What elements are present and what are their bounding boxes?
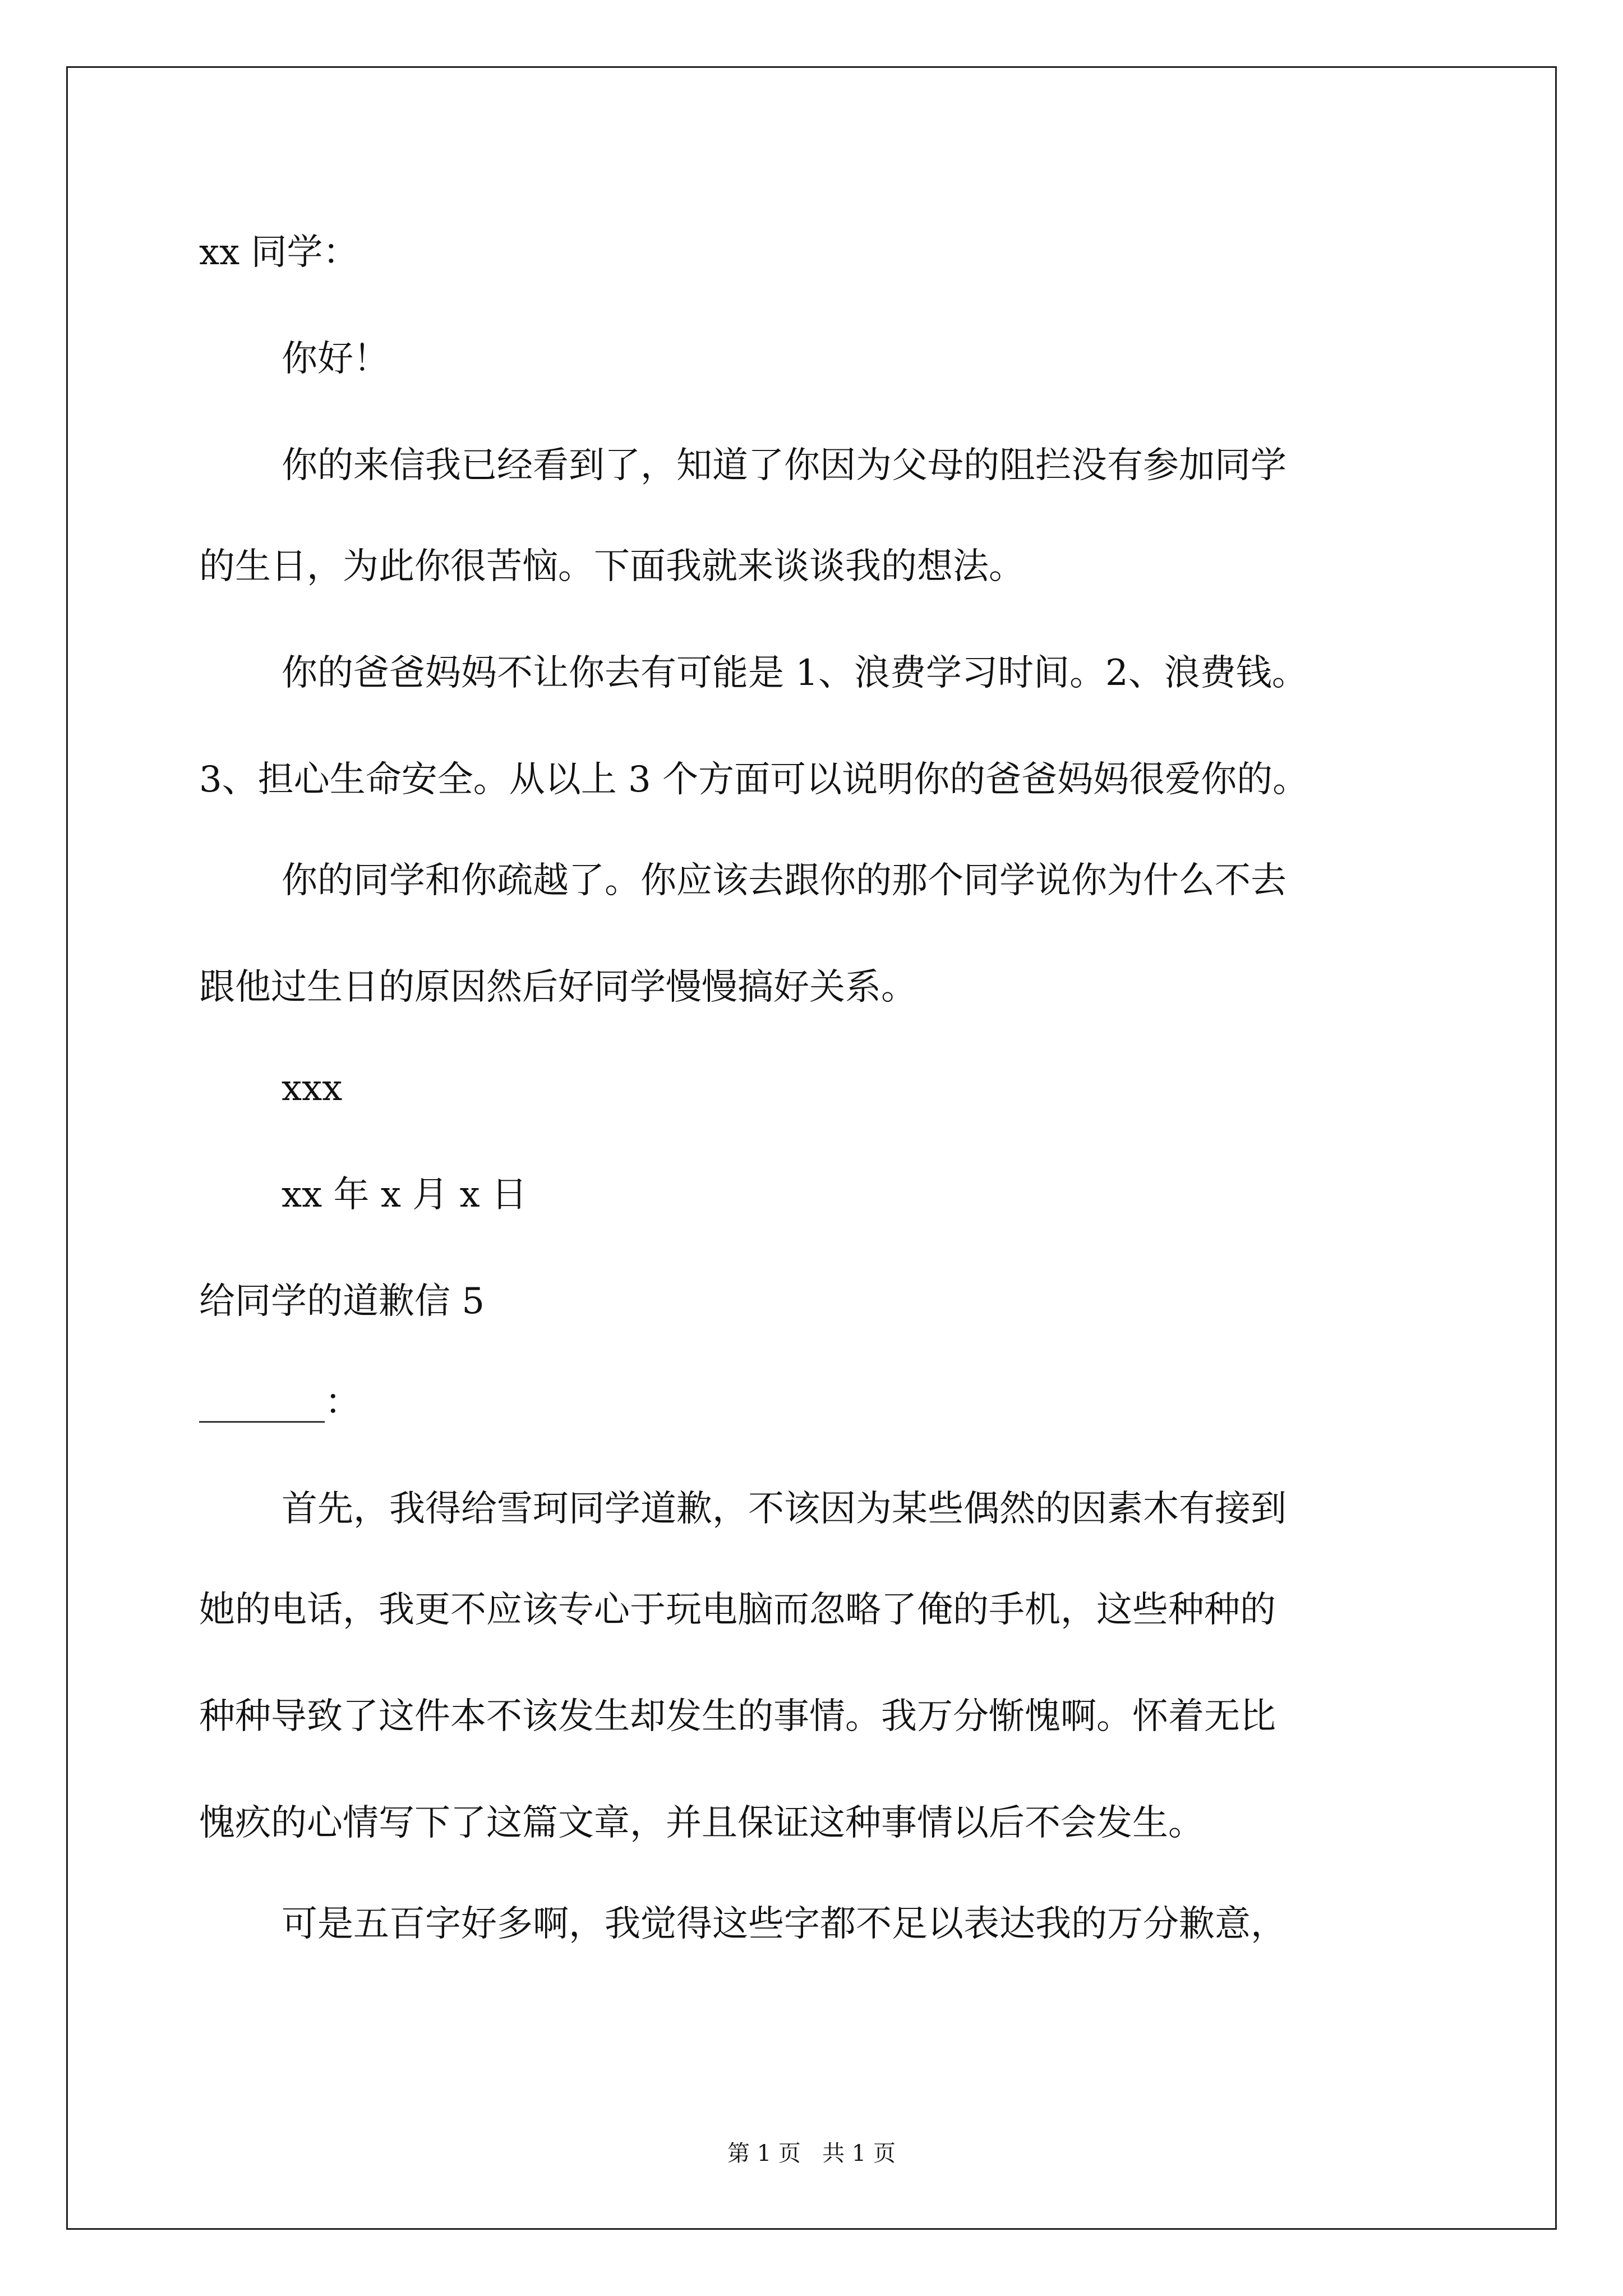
page-number: 第 1 页 共 1 页 [727, 2141, 896, 2166]
body-line-7: 首先，我得给雪珂同学道歉，不该因为某些偶然的因素木有接到 [282, 1488, 1287, 1530]
salutation-blank: _______： [199, 1382, 361, 1423]
body-line-9: 种种导致了这件本不该发生却发生的事情。我万分惭愧啊。怀着无比 [199, 1696, 1276, 1737]
body-line-10: 愧疚的心情写下了这篇文章，并且保证这种事情以后不会发生。 [199, 1802, 1204, 1844]
body-line-4: 3、担心生命安全。从以上 3 个方面可以说明你的爸爸妈妈很爱你的。 [199, 759, 1309, 800]
signature: xxx [282, 1068, 343, 1109]
salutation: xx 同学： [199, 232, 359, 273]
body-line-8: 她的电话，我更不应该专心于玩电脑而忽略了俺的手机，这些种种的 [199, 1589, 1276, 1631]
section-title: 给同学的道歉信 5 [199, 1281, 485, 1322]
body-line-6: 跟他过生日的原因然后好同学慢慢搞好关系。 [199, 967, 917, 1008]
body-line-11: 可是五百字好多啊，我觉得这些字都不足以表达我的万分歉意， [282, 1903, 1287, 1945]
greeting: 你好！ [282, 338, 389, 380]
date: xx 年 x 月 x 日 [282, 1174, 528, 1216]
body-line-5: 你的同学和你疏越了。你应该去跟你的那个同学说你为什么不去 [282, 860, 1287, 901]
body-line-2: 的生日，为此你很苦恼。下面我就来谈谈我的想法。 [199, 546, 1025, 587]
body-line-1: 你的来信我已经看到了，知道了你因为父母的阻拦没有参加同学 [282, 445, 1287, 486]
body-line-3: 你的爸爸妈妈不让你去有可能是 1、浪费学习时间。2、浪费钱。 [282, 652, 1308, 694]
